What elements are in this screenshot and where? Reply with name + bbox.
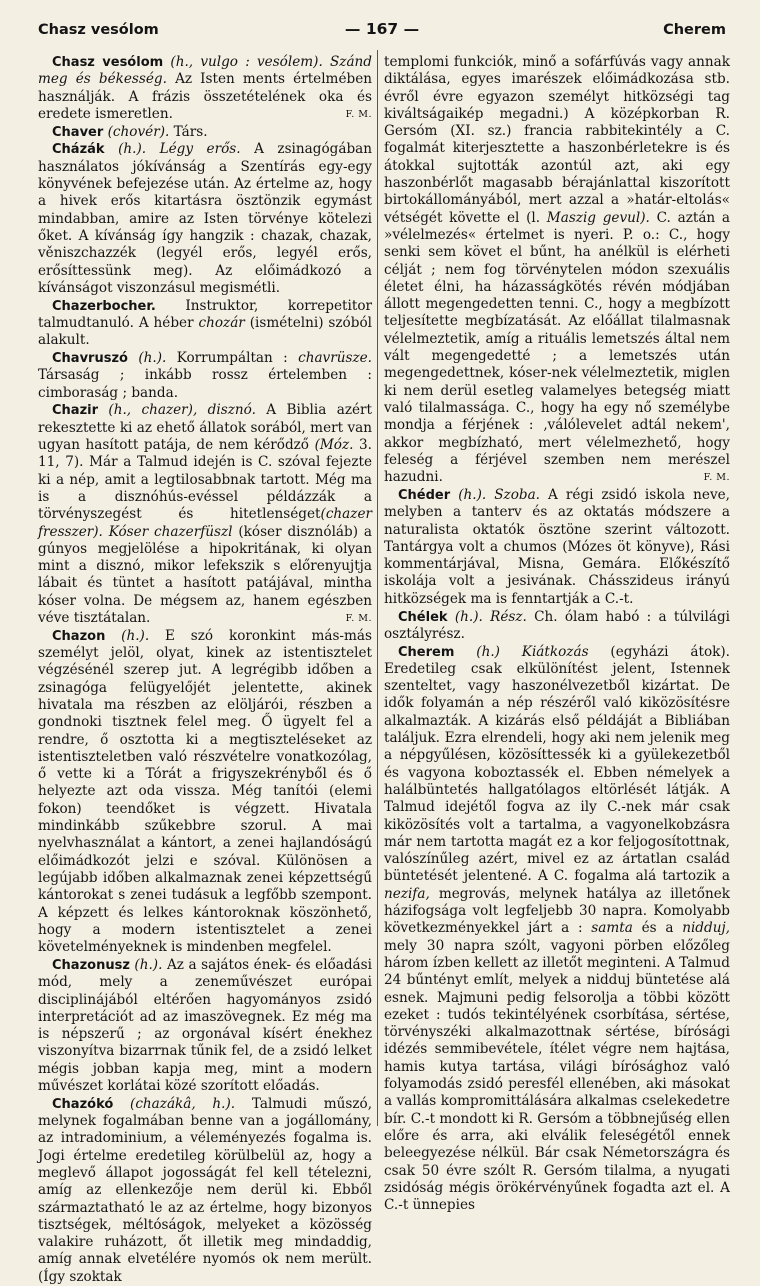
- right-column: [384, 54, 731, 1214]
- definition: Társ.: [173, 123, 208, 140]
- definition: A zsinagógában használatos jókívánság a Szentírás egy-egy könyvének befejezése után. Az értelme az, hogy a hivek erős kitartásra ösztönzik egymást mindabban, amire az Isten törvénye kötelezi őket. A kívánság így hangzik : chazak, chazak, věniszchazzék (legyél erős, legyél erős, erősíttessünk meg). Az előimádkozó a kívánságot viszonzásul megismétli.: [38, 141, 373, 296]
- headword: Chazerbocher.: [52, 298, 156, 314]
- etymology: (chazákâ, h.).: [130, 1095, 236, 1112]
- author-signature: F. M.: [345, 613, 372, 624]
- running-head-left: Chasz vesólom: [38, 22, 159, 38]
- headword: Chélek: [398, 609, 448, 625]
- definition-italic: chavrüsze.: [298, 350, 372, 367]
- entry-chaver: [38, 124, 372, 141]
- definition-cont: megrovás, melynek hatálya az illetőnek házifogsága volt legfeljebb 30 napra. Komolyabb következményekkel járt a :: [384, 885, 730, 937]
- etymology: (h.). Rész.: [454, 608, 527, 625]
- etymology: (h.). Szoba.: [458, 486, 541, 503]
- definition-cont: C. aztán a »vélelmezés« értelmet is nyeri. P. o.: C., hogy senki sem követ el bűnt, ha anélkül is elérheti célját ; nem fog törvénytelen módon szexuális életet élni, ha házasságkötés révén módjában állott megengedetten tenni. C., hogy a megbízott teljesítette megbízatását. Az előállat tilalmasnak vélelmeztetik, amíg a rituális lemetszés által nem vált megengedetté ; a lemetszés után megengedettnek, kóser-nek vélelmeztetik, miglen ki nem derül esetleg valamelyes betegség miatt való tilalmassága. C., hogy ha egy nő személybe mondja a férjének : ‚válólevelet adtál nekem', akkor megbízható, mert vélelmezhető, hogy feleség a férjével szemben nem merészel hazudni.: [384, 209, 730, 486]
- entry-chazoko: [38, 1096, 372, 1286]
- definition-cont: (ismételni) szóból alakult.: [38, 314, 372, 349]
- etymology: (h.) Kiátkozás: [476, 643, 589, 660]
- column-divider: [377, 50, 378, 1126]
- entry-cherem: [384, 644, 730, 1215]
- definition: A Biblia azért rekesztette ki az ehető állatok sorából, mert van ugyan hasított patája, de nem kérődző: [38, 402, 372, 454]
- definition-cont-2: (kóser disznóláb) a gúnyos megjelölése a hipokritának, ki olyan mint a disznó, mikor lefekszik s előrenyujtja lábait és tüntet a hasított patájával, mintha kóser volna. De mégsem az, hanem egészben véve tisztátalan.: [38, 523, 372, 626]
- headword: Chazir: [52, 403, 99, 419]
- definition: (egyházi átok). Eredetileg csak elkülönítést jelent, Istennek szenteltet, vagy haszonélvezetből kizártat. De idők folyamán a nép részéről való kiközösítésre alkalmazták. A kizárás első példáját a Bibliában találjuk. Ezra elrendeli, hogy aki nem jelenik meg a népgyűlésen, közösíttessék ki a gyülekezetből és vagyona koboztassék el. Ebben némelyek a halálbüntetés hallgatólagos eltörlését látják. A Talmud idejétől fogva az ily C.-nek már csak kiközösítés volt a tartalma, a vagyonelkobzásra már nem tartotta magát ez a kor feljogosítottnak, valószínűleg azért, mivel ez az ártatlan család büntetését jelentené. A C. fogalma alá tartozik a: [384, 643, 730, 885]
- entry-chasz-vesolom: [38, 54, 372, 123]
- running-head: [38, 18, 726, 42]
- definition: Korrumpáltan :: [176, 350, 288, 367]
- headword: Chavruszó: [52, 351, 128, 367]
- definition: A régi zsidó iskola neve, melyben a tanterv és az oktatás módszere a naturalista oktatók ösztöne szerint változott. Tantárgya volt a chumos (Mózes öt könyve), Rási kommentárjával, Misna, Gemára. Előkészítő iskolája volt a jesivának. Chásszideus irányú hitközségek ma is fenntartják a C.-t.: [384, 486, 730, 607]
- definition: Az a sajátos ének- és előadási mód, mely a zeneművészet európai disciplinájából eltérően hagyományos zsidó interpretációt ad az imaszövegnek. Ez még ma is népszerű ; az orgonával kísért énekhez viszonyítva bizarrnak tűnik fel, de a zsidó lelket mégis jobban kapja meg, mint a modern művészet korlátai közé szorított előadás.: [38, 956, 372, 1095]
- definition-italic: (chazer fresszer). Kóser chazerfüszl: [38, 506, 372, 540]
- entry-chazonusz: [38, 957, 372, 1095]
- definition-cont-3: mely 30 napra szólt, vagyoni pörben előzőleg három ízben kellett az illetőt meginteni. A Talmud 24 bűntényt említ, melyek a nidduj büntetése alá esnek. Majmuni pedig felsorolja a többi között ezeket : tudós tekintélyének csorbítása, sértése, törvényszéki alkalmazottnak sértése, bírósági idézés semmibevétele, ítélet végre nem hajtása, hamis kutya tartása, világi bírósághoz való folyamodás zsidó peresfél ellenében, aki másokat a vallás kompromittálására alkalmas cselekedetre bír. C.-t mondott ki R. Gersóm a többnejűség ellen előre és arra, aki elválik feleségétől ennek beleegyezése nélkül. Bár csak Németországra és csak 50 évre szólt R. Gersóm tilalma, a nyugati zsidóság mégis örökérvényűnek fogadta azt el. A C.-t ünnepies: [384, 937, 730, 1214]
- headword: Chéder: [398, 487, 451, 503]
- entry-cheder: [384, 487, 730, 608]
- etymology: (h.). Légy erős.: [118, 141, 241, 158]
- term-nidduj: nidduj,: [682, 920, 731, 937]
- definition-cont-2: és a: [641, 920, 674, 937]
- left-column: [38, 54, 373, 1285]
- entry-chavruszo: [38, 350, 372, 402]
- headword: Chazókó: [52, 1096, 114, 1112]
- term-samta: samta: [591, 920, 633, 937]
- definition: E szó koronkint más-más személyt jelöl, olyat, kinek az istentisztelet végzésénél szerep jut. A legrégibb időben a zsinagóga felügyelőjét jelentette, akinek hivatala ma részben az elöljárói, részben a gondnoki tisztnek felel meg. Ő ügyelt fel a rendre, ő osztotta ki a megtiszteléseket az istentiszteletben való részvételre vonatkozólag, ő vette ki a Tórát a frigyszekrényből és ő helyezte azt oda vissza. Még tanítói (elemi fokon) teendőket is végzett. Hivatala mindinkább szűkebbre szorul. A mai nyelvhasználat a kántort, a zenei hajlandóságú előimádkozót jelzi e szóval. Különösen a legújabb időben alkalmaznak zenei képzettségű kántorokat s zenei tudásuk a legfőbb szempont. A képzett és lelkes kántoroknak köszönhető, hogy a modern istentisztelet a zenei követelményeknek is mindenben megfelel.: [38, 627, 372, 956]
- entry-chazon: [38, 628, 372, 957]
- author-signature: F. M.: [345, 108, 372, 120]
- entry-chazoko-continued: [384, 54, 730, 486]
- definition-cont: Társaság ; inkább rossz értelemben : cimboraság ; banda.: [38, 367, 372, 401]
- headword: Chasz vesólom: [52, 55, 164, 70]
- definition: Az Isten ments értelmében használják. A frázis összetételének oka és eredete ismeretlen.: [38, 71, 372, 122]
- definition: Instruktor, korrepetitor talmudtanuló. A héber: [38, 297, 372, 331]
- headword: Chazonusz: [52, 957, 130, 973]
- etymology: (h.).: [134, 956, 163, 973]
- definition: Ch. ólam habó : a túlvilági osztályrész.: [384, 608, 730, 642]
- entry-chazir: [38, 402, 372, 627]
- definition-italic: chozár: [198, 314, 245, 331]
- author-signature: F. M.: [703, 472, 730, 484]
- definition: Talmudi műszó, melynek fogalmában benne van a jogállomány, az intradominium, a véleményezés fogalma is. Jogi értelme eredetileg körülbelül az, hogy a meglevő állapot jogosságát fel kell tételezni, amíg az ellenkezője nem derül ki. Ebből származtatható le az az értelme, hogy bizonyos tisztségek, méltóságok, melyeket a közösség valakire ruházott, őt illetik meg mindaddig, amíg annak elvetélére nyomós ok nem merült. (Így szoktak: [38, 1095, 373, 1285]
- headword: Cházák: [52, 142, 105, 158]
- etymology: (h., chazer), disznó.: [108, 402, 256, 419]
- cross-reference: Maszig gevul).: [546, 209, 650, 226]
- entry-chazak: [38, 141, 372, 297]
- etymology: (h.).: [121, 627, 150, 644]
- etymology: (h.).: [138, 350, 167, 367]
- entry-chazerbocher: [38, 298, 372, 350]
- etymology: (chovér).: [107, 123, 170, 140]
- headword: Chazon: [52, 628, 106, 644]
- term-nezifa: nezifa,: [384, 885, 430, 902]
- definition: templomi funkciók, minő a sofárfúvás vagy annak diktálása, egyes imarészek előimádkozása stb. évről évre egyazon személyt hitközségi tag kiváltságaikép megadni.) A középkorban R. Gersóm (XI. sz.) francia rabbitekintély a C. fogalmát kiterjesztette a haszonbérletekre is és átokkal sujtották azontúl azt, aki egy haszonbérlőt magasabb bérajánlattal kiszorított birtokállományából, mert azzal a »határ-eltolás« vétségét követte el (l.: [384, 54, 730, 226]
- running-head-right: Cherem: [663, 22, 726, 38]
- page-number: — 167 —: [344, 20, 420, 38]
- definition-cont: 3. 11, 7). Már a Talmud idején is C. szóval fejezte ki a nép, amit a legtilosabbnak tartott. Még ma is a disznóhús-evéssel példázzák a törvényszegést és hitetlenséget: [38, 437, 372, 523]
- bible-reference: (Móz.: [314, 437, 354, 454]
- entry-chelek: [384, 609, 730, 644]
- headword: Chaver: [52, 124, 104, 140]
- headword: Cherem: [398, 644, 455, 660]
- etymology: (h., vulgo : vesólem). Szánd meg és békesség.: [38, 54, 373, 88]
